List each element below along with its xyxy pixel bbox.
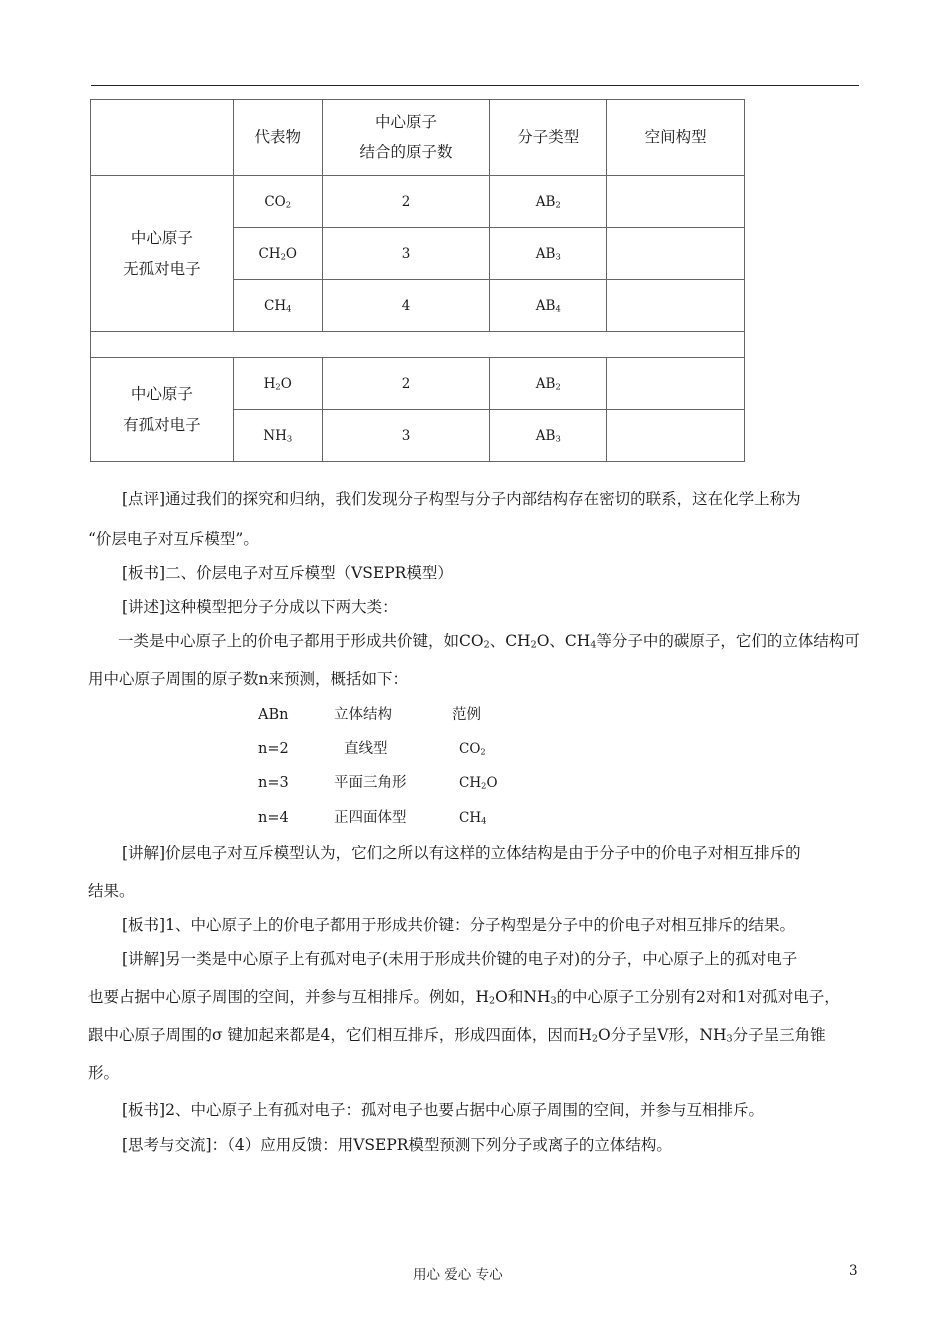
blackboard-point-1: [板书]1、中心原子上的价电子都用于形成共价键：分子构型是分子中的价电子对相互排斥的结果。 bbox=[122, 916, 795, 934]
molecule-structure-table bbox=[90, 99, 745, 462]
atom-count-cell: 2 bbox=[322, 358, 490, 410]
header-molecule-type: 分子类型 bbox=[490, 100, 607, 176]
footer-slogan: 用心 爱心 专心 bbox=[413, 1267, 503, 1283]
type-cell: $AB_2$ bbox=[490, 358, 607, 410]
comment-paragraph-line2: “价层电子对互斥模型”。 bbox=[88, 530, 259, 548]
page-number: 3 bbox=[849, 1263, 858, 1279]
header-bonded-atoms-line1: 中心原子 bbox=[375, 113, 438, 132]
formula-cell: $CH_2O$ bbox=[233, 228, 322, 280]
group-no-lone-pair-label bbox=[91, 176, 234, 332]
formula-cell: $CH_4$ bbox=[233, 280, 322, 332]
lone-pair-paragraph-line1: [讲解]另一类是中心原子上有孤对电子(未用于形成共价键的电子对)的分子，中心原子上的孤对电子 bbox=[122, 950, 798, 968]
atom-count-cell: 4 bbox=[322, 280, 490, 332]
header-representative: 代表物 bbox=[233, 100, 322, 176]
type-cell: $AB_3$ bbox=[490, 228, 607, 280]
think-and-discuss: [思考与交流]：（4）应用反馈：用VSEPR模型预测下列分子或离子的立体结构。 bbox=[122, 1136, 672, 1154]
explanation-paragraph-line2: 结果。 bbox=[88, 882, 135, 900]
table-spacer-row bbox=[91, 332, 745, 358]
lone-pair-paragraph-line3: 跟中心原子周围的σ 键加起来都是4，它们相互排斥，形成四面体，因而$H_2O$分子呈V形，$NH_3$分子呈三角锥 bbox=[88, 1026, 826, 1045]
group-lone-pair-label bbox=[91, 358, 234, 462]
abn-row-example: $CH_2O$ bbox=[459, 775, 498, 791]
table-row bbox=[91, 176, 745, 228]
header-spatial-shape: 空间构型 bbox=[607, 100, 745, 176]
lone-pair-paragraph-line4: 形。 bbox=[88, 1064, 120, 1082]
formula-cell: $H_2O$ bbox=[233, 358, 322, 410]
abn-header-structure: 立体结构 bbox=[334, 707, 392, 723]
header-blank-cell bbox=[91, 100, 234, 176]
category-one-line1: 一类是中心原子上的价电子都用于形成共价键，如$CO_2$、$CH_2O$、$CH_4$等分子中的碳原子，它们的立体结构可 bbox=[118, 632, 860, 651]
header-bonded-atoms-line2: 结合的原子数 bbox=[359, 142, 453, 161]
abn-header-example: 范例 bbox=[452, 707, 481, 723]
table-header-row bbox=[91, 100, 745, 176]
shape-cell bbox=[607, 280, 745, 332]
shape-cell bbox=[607, 358, 745, 410]
formula-cell: $NH_3$ bbox=[233, 410, 322, 462]
abn-row-example: $CO_2$ bbox=[459, 741, 486, 757]
group-label-line1: 中心原子 bbox=[130, 385, 193, 404]
lone-pair-paragraph-line2: 也要占据中心原子周围的空间，并参与互相排斥。例如，$H_2O$和$NH_3$的中心原子工分别有2对和1对孤对电子， bbox=[88, 988, 840, 1007]
type-cell: $AB_4$ bbox=[490, 280, 607, 332]
explanation-paragraph-line1: [讲解]价层电子对互斥模型认为，它们之所以有这样的立体结构是由于分子中的价电子对相互排斥的 bbox=[122, 844, 801, 862]
blackboard-heading-vsepr: [板书]二、价层电子对互斥模型（VSEPR模型） bbox=[122, 564, 453, 582]
abn-row-n: n=4 bbox=[258, 810, 289, 826]
type-cell: $AB_2$ bbox=[490, 176, 607, 228]
atom-count-cell: 3 bbox=[322, 228, 490, 280]
shape-cell bbox=[607, 228, 745, 280]
comment-paragraph-line1: [点评]通过我们的探究和归纳，我们发现分子构型与分子内部结构存在密切的联系，这在化学上称为 bbox=[122, 490, 801, 508]
header-bonded-atoms bbox=[322, 100, 490, 176]
abn-header-n: ABn bbox=[258, 707, 289, 723]
spacer-cell bbox=[91, 332, 745, 358]
atom-count-cell: 2 bbox=[322, 176, 490, 228]
lecture-intro: [讲述]这种模型把分子分成以下两大类： bbox=[122, 598, 398, 616]
group-label-line2: 有孤对电子 bbox=[123, 415, 201, 434]
group-label-line1: 中心原子 bbox=[130, 229, 193, 248]
blackboard-point-2: [板书]2、中心原子上有孤对电子：孤对电子也要占据中心原子周围的空间，并参与互相排斥。 bbox=[122, 1101, 764, 1119]
abn-row-structure: 直线型 bbox=[344, 741, 388, 757]
shape-cell bbox=[607, 176, 745, 228]
abn-row-n: n=3 bbox=[258, 775, 289, 791]
formula-cell: $CO_2$ bbox=[233, 176, 322, 228]
abn-row-n: n=2 bbox=[258, 741, 289, 757]
group-label-line2: 无孤对电子 bbox=[123, 259, 201, 278]
abn-row-structure: 平面三角形 bbox=[334, 775, 407, 791]
category-one-line2: 用中心原子周围的原子数n来预测，概括如下： bbox=[88, 670, 408, 688]
table-row bbox=[91, 358, 745, 410]
type-cell: $AB_3$ bbox=[490, 410, 607, 462]
abn-row-example: $CH_4$ bbox=[459, 810, 487, 826]
abn-row-structure: 正四面体型 bbox=[334, 810, 407, 826]
header-rule bbox=[91, 85, 859, 86]
shape-cell bbox=[607, 410, 745, 462]
atom-count-cell: 3 bbox=[322, 410, 490, 462]
